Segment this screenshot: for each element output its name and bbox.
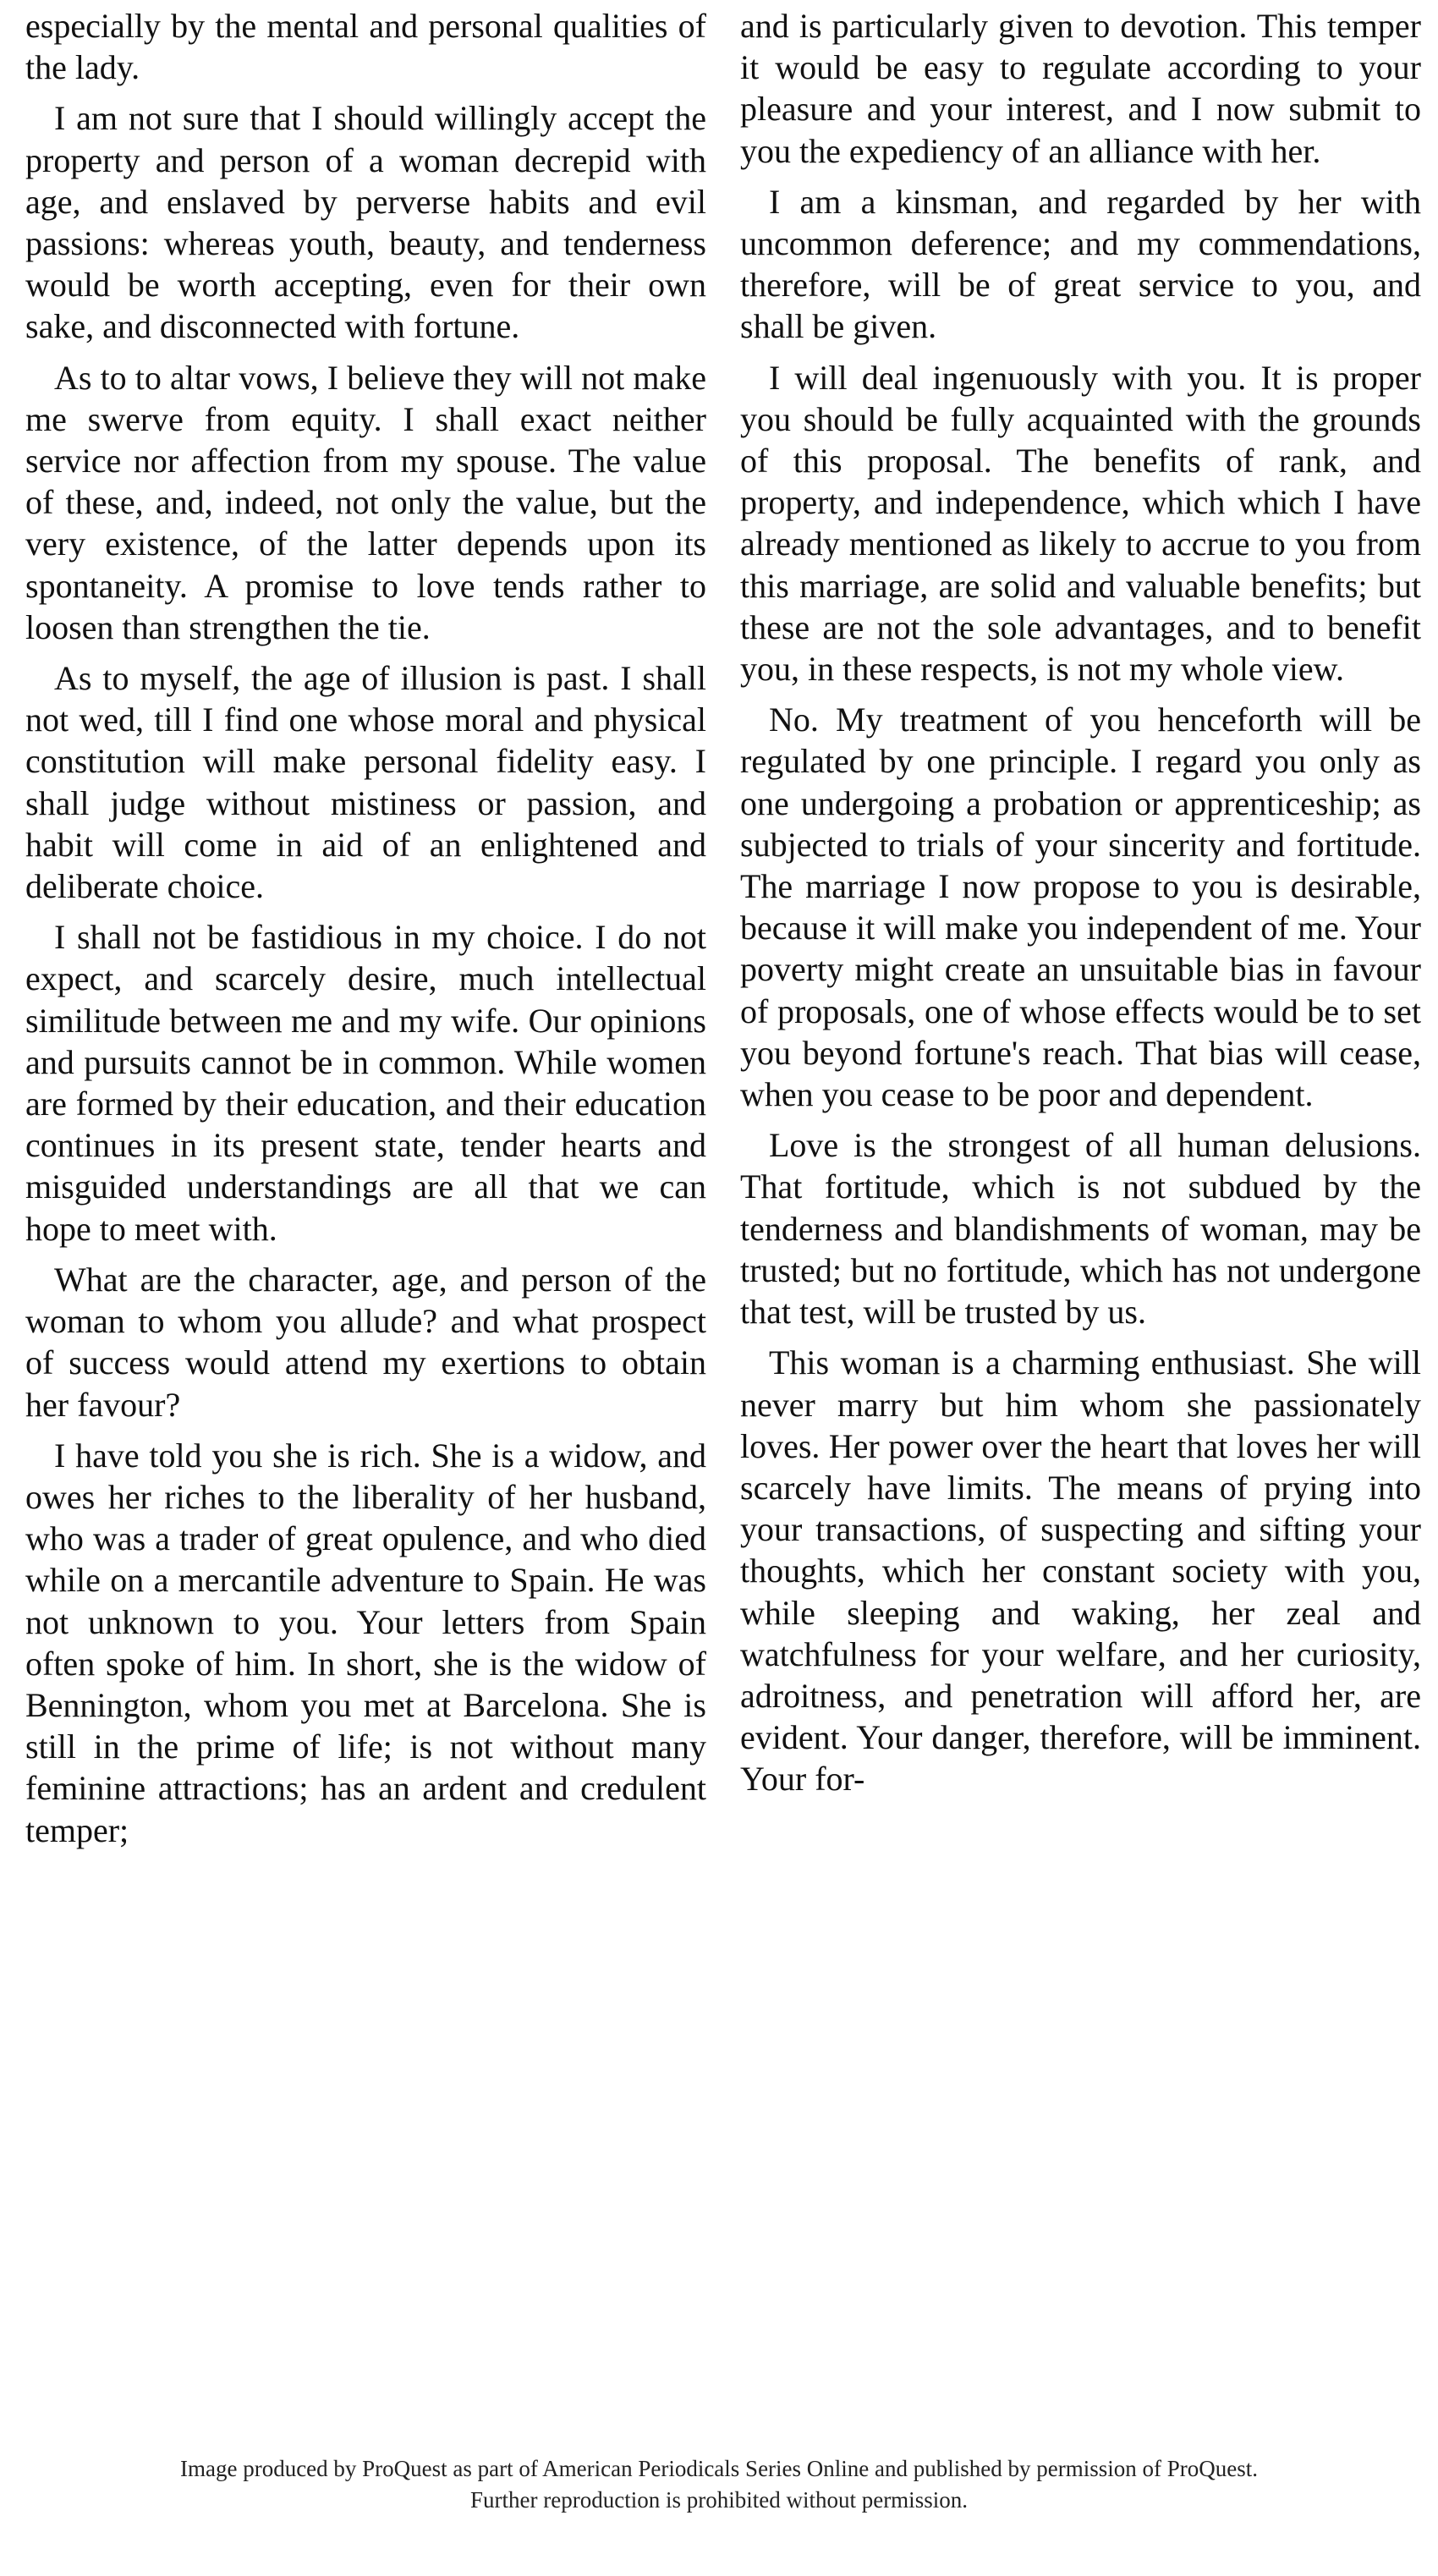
paragraph: I am a kinsman, and regarded by her with uncommon deference; and my commendations, therefore, will be of great service to you, and shall be given. (740, 182, 1421, 346)
paragraph: Love is the strongest of all human delusions. That fortitude, which is not subdued by the tenderness and blandishments of woman, may be trusted; but no fortitude, which has not undergone that test, will be trusted by us. (740, 1126, 1421, 1332)
paragraph: As to to altar vows, I believe they will not make me swerve from equity. I shall exact neither service nor affection from my spouse. The value of these, and, indeed, not only the value, but the very existence, of the latter depends upon its spontaneity. A promise to love tends rather to loosen than strengthen the tie. (25, 358, 706, 646)
left-column (25, 5, 706, 2433)
paragraph: I will deal ingenuously with you. It is proper you should be fully acquainted with the grounds of this proposal. The benefits of rank, and property, and independence, which which I have already mentioned as likely to accrue to you from this marriage, are solid and valuable benefits; but these are not the sole advantages, and to benefit you, in these respects, is not my whole view. (740, 358, 1421, 689)
paragraph: and is particularly given to devotion. This temper it would be easy to regulate according to your pleasure and your interest, and I now submit to you the expediency of an alliance with her. (740, 7, 1421, 170)
right-column (740, 5, 1421, 2433)
paragraph: especially by the mental and personal qualities of the lady. (25, 7, 706, 87)
copyright-line: Image produced by ProQuest as part of American Periodicals Series Online and published by permission of ProQuest. (180, 2456, 1258, 2481)
paragraph: I shall not be fastidious in my choice. I do not expect, and scarcely desire, much intellectual similitude between me and my wife. Our opinions and pursuits cannot be in common. While women are formed by their education, and their education continues in its present state, tender hearts and misguided understandings are all that we can hope to meet with. (25, 918, 706, 1248)
paragraph: No. My treatment of you henceforth will be regulated by one principle. I regard you only as one undergoing a probation or apprenticeship; as subjected to trials of your sincerity and fortitude. The marriage I now propose to you is desirable, because it will make you independent of me. Your poverty might create an unsuitable bias in favour of proposals, one of whose effects would be to set you beyond fortune's reach. That bias will cease, when you cease to be poor and dependent. (740, 700, 1421, 1114)
copyright-notice (0, 2453, 1438, 2516)
paragraph: I have told you she is rich. She is a widow, and owes her riches to the liberality of her husband, who was a trader of great opulence, and who died while on a mercantile adventure to Spain. He was not unknown to you. Your letters from Spain often spoke of him. In short, she is the widow of Bennington, whom you met at Barcelona. She is still in the prime of life; is not without many feminine attractions; has an ardent and credulent temper; (25, 1436, 706, 1849)
paragraph: As to myself, the age of illusion is past. I shall not wed, till I find one whose moral and physical constitution will make personal fidelity easy. I shall judge without mistiness or passion, and habit will come in aid of an enlightened and deliberate choice. (25, 659, 706, 906)
paragraph: This woman is a charming enthusiast. She will never marry but him whom she passionately loves. Her power over the heart that loves her will scarcely have limits. The means of prying into your transactions, of suspecting and sifting your thoughts, which her constant society with you, while sleeping and waking, her zeal and watchfulness for your welfare, and her curiosity, adroitness, and penetration will afford her, are evident. Your danger, therefore, will be imminent. Your for- (740, 1343, 1421, 1799)
copyright-line: Further reproduction is prohibited without permission. (470, 2487, 968, 2513)
text-columns (25, 5, 1421, 2433)
paragraph: I am not sure that I should willingly accept the property and person of a woman decrepid with age, and enslaved by perverse habits and evil passions: whereas youth, beauty, and tenderness would be worth accepting, even for their own sake, and disconnected with fortune. (25, 99, 706, 346)
paragraph: What are the character, age, and person of the woman to whom you allude? and what prospect of success would attend my exertions to obtain her favour? (25, 1260, 706, 1424)
